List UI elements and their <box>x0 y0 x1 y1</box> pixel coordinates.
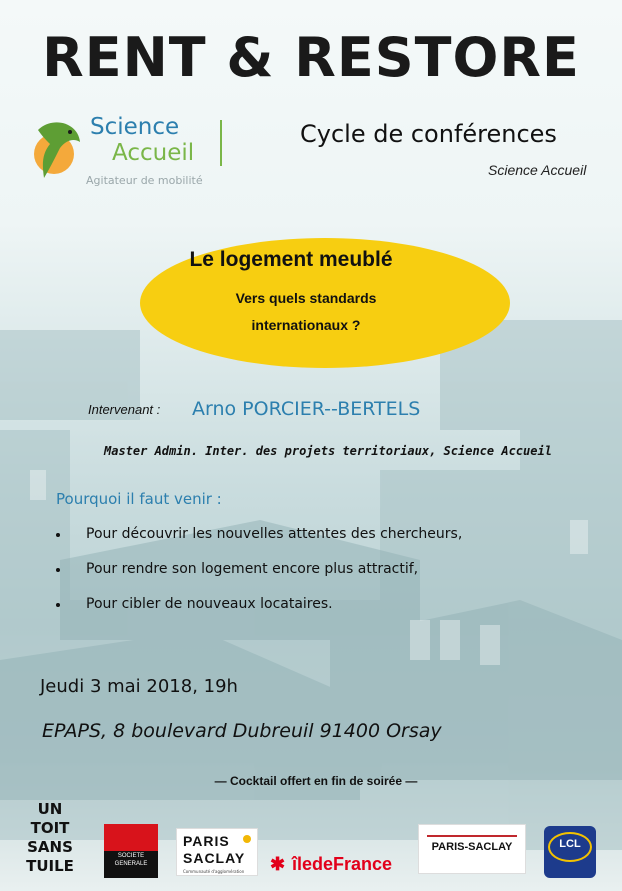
logo-divider <box>220 120 222 166</box>
event-place: EPAPS, 8 boulevard Dubreuil 91400 Orsay <box>42 720 442 742</box>
reasons-list <box>56 526 462 631</box>
logo-text: TUILE <box>26 857 74 875</box>
reason-text: Pour cibler de nouveaux locataires. <box>86 596 333 612</box>
logo-text: PARIS-SACLAY <box>431 841 513 853</box>
logo-text: TOIT <box>30 819 70 837</box>
list-item <box>56 526 462 561</box>
logo-text: SOCIETE <box>117 853 145 859</box>
cycle-title: Cycle de conférences <box>300 120 557 148</box>
speaker-label: Intervenant : <box>88 402 161 417</box>
topic-subtitle-line2: internationaux ? <box>251 317 361 333</box>
logo-text: GENERALE <box>114 861 148 867</box>
logo-dot-icon <box>243 835 251 843</box>
poster-title: RENT & RESTORE <box>42 26 580 89</box>
logo-text: PARIS <box>183 833 230 849</box>
logo-text: SACLAY <box>183 850 246 866</box>
logo-tagline: Agitateur de mobilité <box>86 174 203 187</box>
bullet-icon <box>56 568 60 572</box>
logo-text: UN <box>37 800 63 818</box>
logo-red-line <box>427 835 517 837</box>
logo-text: SANS <box>27 838 73 856</box>
event-date: Jeudi 3 mai 2018, 19h <box>40 676 238 697</box>
partner-paris-saclay-agglo-logo <box>176 828 258 876</box>
logo-text: LCL <box>559 838 581 850</box>
partner-paris-saclay-logo <box>418 824 526 874</box>
speaker-name: Arno PORCIER--BERTELS <box>192 398 421 420</box>
logo-brand-line2: Accueil <box>112 140 195 166</box>
parrot-icon <box>30 112 90 182</box>
list-item <box>56 596 462 631</box>
partner-societe-generale-logo <box>104 824 158 878</box>
reason-text: Pour rendre son logement encore plus attractif, <box>86 561 419 577</box>
list-item <box>56 561 462 596</box>
logo-red-band <box>104 824 158 851</box>
partner-un-toit-sans-tuile-logo <box>24 800 76 878</box>
topic-subtitle-line1: Vers quels standards <box>235 290 377 306</box>
cycle-subtitle: Science Accueil <box>488 162 587 178</box>
logo-text: îledeFrance <box>292 854 393 874</box>
bullet-icon <box>56 603 60 607</box>
reason-text: Pour découvrir les nouvelles attentes des chercheurs, <box>86 526 463 542</box>
logo-text: Communauté d'agglomération <box>183 869 245 874</box>
cocktail-note: — Cocktail offert en fin de soirée — <box>214 774 418 788</box>
logo-brand-line1: Science <box>90 114 180 140</box>
star-icon: ✱ <box>270 854 286 874</box>
topic-title: Le logement meublé <box>189 248 393 271</box>
partner-lcl-logo <box>544 826 596 878</box>
speaker-role: Master Admin. Inter. des projets territoriaux, Science Accueil <box>104 444 552 458</box>
bullet-icon <box>56 533 60 537</box>
science-accueil-logo <box>30 112 230 192</box>
reasons-title: Pourquoi il faut venir : <box>56 490 222 508</box>
